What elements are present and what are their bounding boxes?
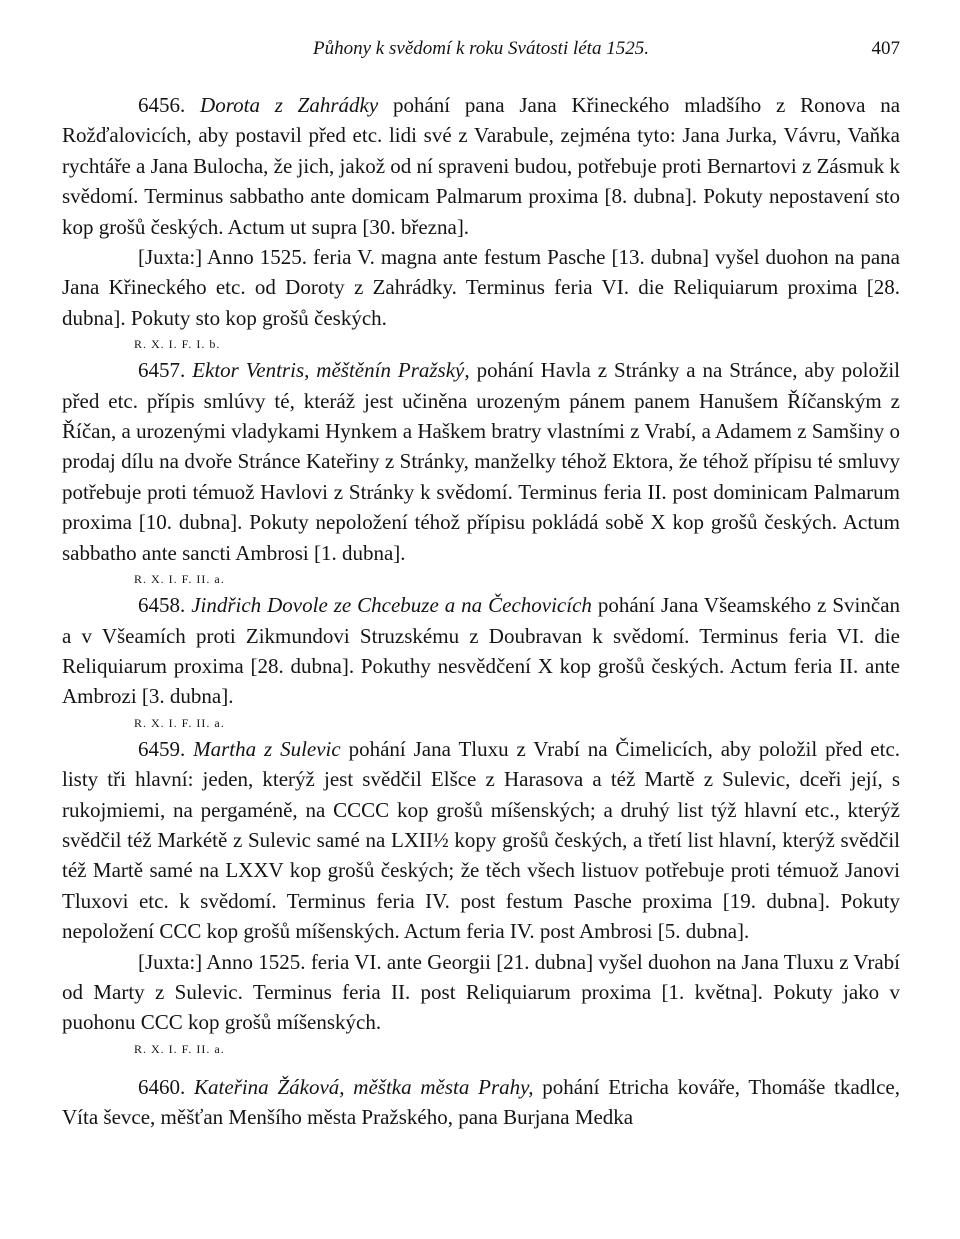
page-number: 407	[871, 38, 900, 59]
entry-number: 6460.	[138, 1074, 186, 1099]
entry-text: pohání Jana Všeamského z Svinčan a v Všeamích proti Zikmundovi Struzskému z Doubravan k svědomí. Terminus feria VI. die Reliquiarum proxima [28. dubna]. Pokuthy nesvědčení X kop grošů českých. Actum feria II. ante Ambrozi [3. dubna].	[62, 593, 901, 709]
entry-name: Jindřich Dovole ze Chcebuze a na Čechovicích	[191, 593, 592, 618]
entry-6460	[62, 1072, 900, 1133]
entry-name: Ektor Ventris, měštěnín Pražský,	[192, 358, 470, 383]
page-header	[62, 38, 900, 68]
entry-text: pohání Jana Tluxu z Vrabí na Čimelicích, aby položil před etc. listy tři hlavní: jeden, kterýž jest svědčil Elšce z Harasova a též Martě z Sulevic, dceři její, s rukojmiemi, na pergaméně, na CCCC kop grošů míšenských; a druhý list týž hlavní etc., kterýž svědčil též Markétě z Sulevic samé na LXII½ kopy grošů českých, a třetí list hlavní, kterýž svědčil též Martě samé na LXXV kop grošů českých; že těch všech listuov potřebuje proti témuož Janovi Tluxovi etc. k svědomí. Terminus feria IV. post festum Pasche proxima [19. dubna]. Pokuty nepoložení CCC kop grošů míšenských. Actum feria IV. post Ambrosi [5. dubna].	[62, 736, 901, 944]
entry-text: pohání Etricha kováře, Thomáše tkadlce, Víta ševce, měšťan Menšího města Pražského, pana Burjana Medka	[62, 1074, 900, 1130]
archival-signature: R. X. I. F. II. a.	[134, 715, 225, 730]
entry-6459	[62, 734, 900, 947]
entry-name: Kateřina Žáková, měštka města Prahy,	[194, 1074, 534, 1099]
entry-number: 6456.	[138, 93, 186, 117]
entry-number: 6459.	[138, 736, 186, 761]
archival-signature: R. X. I. F. II. a.	[134, 572, 225, 587]
document-body	[62, 90, 900, 1133]
entry-6458	[62, 590, 900, 712]
entry-6457	[62, 355, 900, 568]
entry-6459-juxta: [Juxta:] Anno 1525. feria VI. ante Georgii [21. dubna] vyšel duohon na Jana Tluxu z Vrabí od Marty z Sulevic. Terminus feria II. post Reliquiarum proxima [1. května]. Pokuty jako v puohonu CCC kop grošů míšenských.	[62, 949, 900, 1035]
entry-6456-juxta: [Juxta:] Anno 1525. feria V. magna ante festum Pasche [13. dubna] vyšel duohon na pana Jana Křineckého etc. od Doroty z Zahrádky. Terminus feria VI. die Reliquiarum proxima [28. dubna]. Pokuty sto kop grošů českých.	[62, 245, 900, 330]
archival-signature: R. X. I. F. II. a.	[134, 1041, 225, 1056]
entry-name: Martha z Sulevic	[193, 736, 341, 761]
running-title: Půhony k svědomí k roku Svátosti léta 1525.	[313, 38, 649, 59]
entry-6456	[62, 90, 900, 242]
archival-signature: R. X. I. F. I. b.	[134, 337, 221, 352]
entry-number: 6458.	[138, 593, 186, 618]
entry-text: pohání Havla z Stránky a na Stránce, aby položil před etc. přípis smlúvy té, kteráž jest učiněna urozeným pánem panem Hanušem Říčanským z Říčan, a urozenými vladykami Hynkem a Haškem bratry vlastními z Vrabí, a Adamem z Samšiny o prodaj dílu na dvoře Stránce Kateřiny z Stránky, manželky téhož Ektora, že téhož přípisu té smluvy potřebuje proti témuož Havlovi z Stránky k svědomí. Terminus feria II. post dominicam Palmarum proxima [10. dubna]. Pokuty nepoložení téhož přípisu pokládá sobě X kop grošů českých. Actum sabbatho ante sancti Ambrosi [1. dubna].	[62, 358, 901, 565]
entry-number: 6457.	[138, 358, 186, 383]
entry-text: pohání pana Jana Křineckého mladšího z Ronova na Rožďalovicích, aby postavil před etc. lidi své z Varabule, zejména tyto: Jana Jurka, Vávru, Vaňka rychtáře a Jana Bulocha, že jich, jakož od ní spraveni budou, potřebuje proti Bernartovi z Zásmuk k svědomí. Terminus sabbatho ante domicam Palmarum proxima [8. dubna]. Pokuty nepostavení sto kop grošů českých. Actum ut supra [30. března].	[62, 93, 901, 239]
document-page	[62, 38, 900, 1133]
entry-name: Dorota z Zahrádky	[200, 93, 379, 117]
